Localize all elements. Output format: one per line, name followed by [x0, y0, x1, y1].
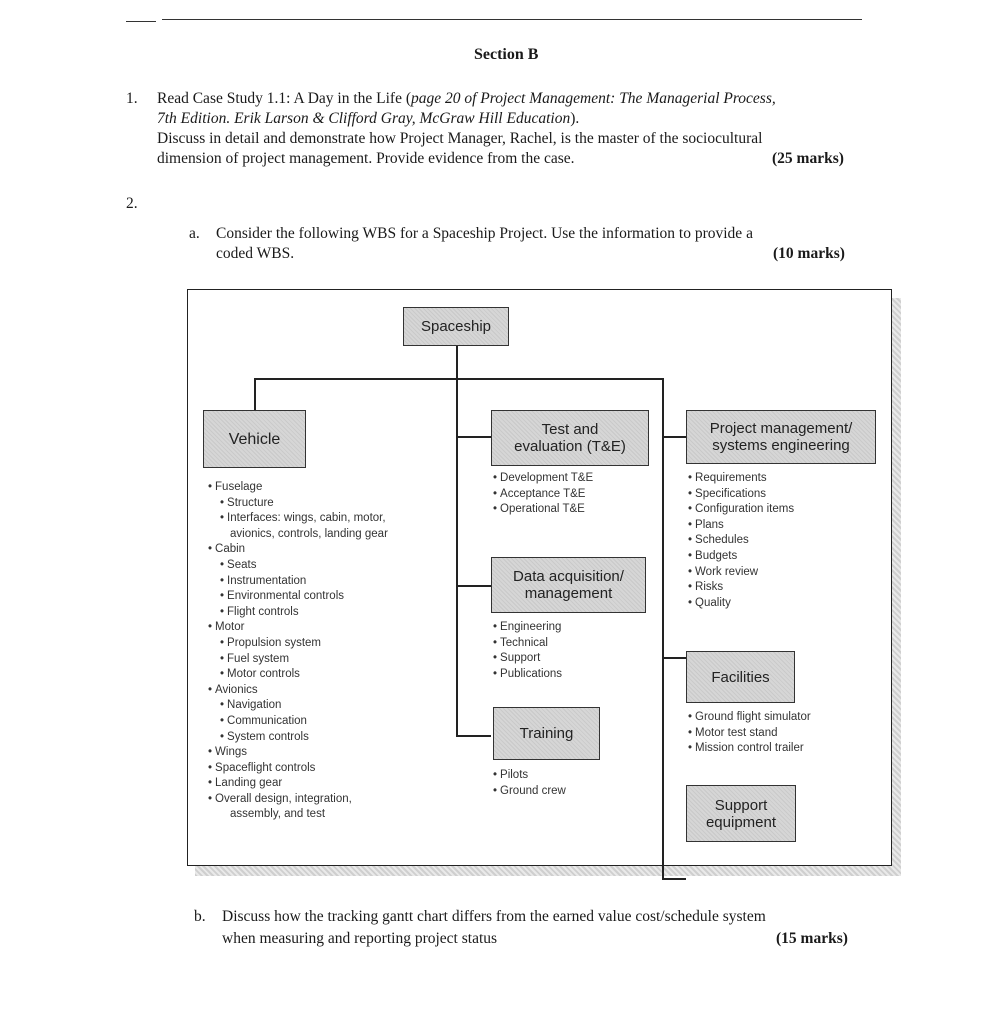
wbs-pm-item: • Schedules [688, 533, 794, 549]
wbs-pm-label-1: Project management/ [709, 420, 853, 437]
wbs-pm-label-2: systems engineering [712, 437, 850, 454]
q2a-line1: Consider the following WBS for a Spaceship Project. Use the information to provide a [216, 225, 753, 242]
wbs-pm-item: • Plans [688, 518, 794, 534]
wbs-test-eval-list [493, 471, 593, 518]
connector-root-down [456, 346, 458, 378]
wbs-root-spaceship [403, 307, 509, 346]
wbs-data-acq-item: • Support [493, 651, 562, 667]
wbs-training-label: Training [519, 725, 574, 742]
wbs-data-acq-list [493, 620, 562, 682]
wbs-pm-item: • Quality [688, 596, 794, 612]
wbs-training-item: • Pilots [493, 768, 566, 784]
section-title: Section B [474, 46, 539, 63]
wbs-pm-list [688, 471, 794, 611]
wbs-test-eval-item: • Acceptance T&E [493, 487, 593, 503]
wbs-vehicle-item: • Structure [208, 496, 388, 512]
wbs-vehicle-item: • Instrumentation [208, 574, 388, 590]
connector-right-trunk [662, 378, 664, 878]
connector-center-trunk [456, 378, 458, 735]
wbs-vehicle-label: Vehicle [228, 430, 281, 448]
wbs-pm-item: • Risks [688, 580, 794, 596]
wbs-support-label-2: equipment [705, 813, 777, 831]
q1-line1-italic: page 20 of Project Management: The Managerial Process, [411, 90, 776, 107]
wbs-facilities-item: • Motor test stand [688, 726, 811, 742]
wbs-vehicle-item: • Interfaces: wings, cabin, motor, [208, 511, 388, 527]
q1-number: 1. [126, 90, 138, 107]
wbs-pm-item: • Budgets [688, 549, 794, 565]
q1-line2-suffix: ). [570, 110, 580, 127]
wbs-vehicle-item: • System controls [208, 730, 388, 746]
wbs-vehicle-item: • Spaceflight controls [208, 761, 388, 777]
q2b-marks: (15 marks) [776, 930, 848, 947]
connector-training [456, 735, 491, 737]
q2-number: 2. [126, 195, 138, 212]
wbs-facilities-list [688, 710, 811, 757]
wbs-test-eval-label-2: evaluation (T&E) [514, 438, 626, 455]
connector-vehicle-down [254, 378, 256, 410]
top-rule-left [126, 21, 156, 22]
wbs-vehicle-item: • Overall design, integration, [208, 792, 388, 808]
q1-line4: dimension of project management. Provide evidence from the case. [157, 150, 575, 167]
wbs-vehicle-item: • Flight controls [208, 605, 388, 621]
wbs-data-acq-label-1: Data acquisition/ [513, 568, 624, 585]
wbs-vehicle-item: • Motor controls [208, 667, 388, 683]
wbs-pm-item: • Work review [688, 565, 794, 581]
q2b-letter: b. [194, 908, 206, 925]
connector-test-eval [456, 436, 491, 438]
wbs-support-label-1: Support [714, 796, 768, 814]
wbs-root-label: Spaceship [420, 318, 492, 335]
wbs-vehicle-item: assembly, and test [230, 808, 326, 821]
wbs-training-item: • Ground crew [493, 784, 566, 800]
wbs-vehicle-item: • Fuselage [208, 480, 388, 496]
wbs-vehicle-item: • Cabin [208, 542, 388, 558]
wbs-training-box [493, 707, 600, 760]
wbs-vehicle-list [208, 480, 388, 823]
wbs-vehicle-item: • Fuel system [208, 652, 388, 668]
wbs-data-acq-box [491, 557, 646, 613]
connector-top-horizontal [254, 378, 663, 380]
wbs-data-acq-item: • Engineering [493, 620, 562, 636]
wbs-vehicle-item: • Motor [208, 620, 388, 636]
wbs-vehicle-item: • Wings [208, 745, 388, 761]
wbs-diagram [187, 289, 892, 866]
q1-line2-italic: 7th Edition. Erik Larson & Clifford Gray, McGraw Hill Education [157, 110, 571, 127]
q1-marks: (25 marks) [772, 150, 844, 167]
wbs-pm-item: • Configuration items [688, 502, 794, 518]
wbs-pm-box [686, 410, 876, 464]
wbs-pm-item: • Requirements [688, 471, 794, 487]
wbs-data-acq-item: • Technical [493, 636, 562, 652]
wbs-vehicle-item: • Navigation [208, 698, 388, 714]
wbs-test-eval-item: • Development T&E [493, 471, 593, 487]
q2a-marks: (10 marks) [773, 245, 845, 262]
wbs-vehicle-item: • Landing gear [208, 776, 388, 792]
q1-line2 [157, 108, 579, 129]
wbs-data-acq-label-2: management [524, 585, 613, 602]
q2a-letter: a. [189, 225, 200, 242]
q1-line1 [157, 88, 776, 109]
wbs-facilities-box [686, 651, 795, 703]
wbs-data-acq-item: • Publications [493, 667, 562, 683]
wbs-test-eval-box [491, 410, 649, 466]
wbs-vehicle-item: • Avionics [208, 683, 388, 699]
wbs-training-list [493, 768, 566, 799]
q1-line3: Discuss in detail and demonstrate how Project Manager, Rachel, is the master of the sociocultural [157, 130, 763, 147]
q2a-line2: coded WBS. [216, 245, 295, 262]
top-rule-main [162, 19, 862, 20]
wbs-vehicle-box [203, 410, 306, 468]
connector-pm [662, 436, 686, 438]
wbs-vehicle-item: • Communication [208, 714, 388, 730]
wbs-facilities-item: • Ground flight simulator [688, 710, 811, 726]
wbs-vehicle-item: • Propulsion system [208, 636, 388, 652]
wbs-facilities-item: • Mission control trailer [688, 741, 811, 757]
connector-support [662, 878, 686, 880]
connector-data-acq [456, 585, 491, 587]
wbs-vehicle-item: • Environmental controls [208, 589, 388, 605]
q1-line1-prefix: Read Case Study 1.1: A Day in the Life ( [157, 90, 411, 107]
wbs-pm-item: • Specifications [688, 487, 794, 503]
q2b-line1: Discuss how the tracking gantt chart differs from the earned value cost/schedule system [222, 908, 766, 925]
wbs-support-box [686, 785, 796, 842]
wbs-test-eval-label-1: Test and [541, 421, 599, 438]
connector-facilities [662, 657, 686, 659]
wbs-facilities-label: Facilities [711, 668, 770, 686]
wbs-vehicle-item: avionics, controls, landing gear [230, 527, 388, 540]
wbs-test-eval-item: • Operational T&E [493, 502, 593, 518]
wbs-vehicle-item: • Seats [208, 558, 388, 574]
q2b-line2: when measuring and reporting project status [222, 930, 498, 947]
